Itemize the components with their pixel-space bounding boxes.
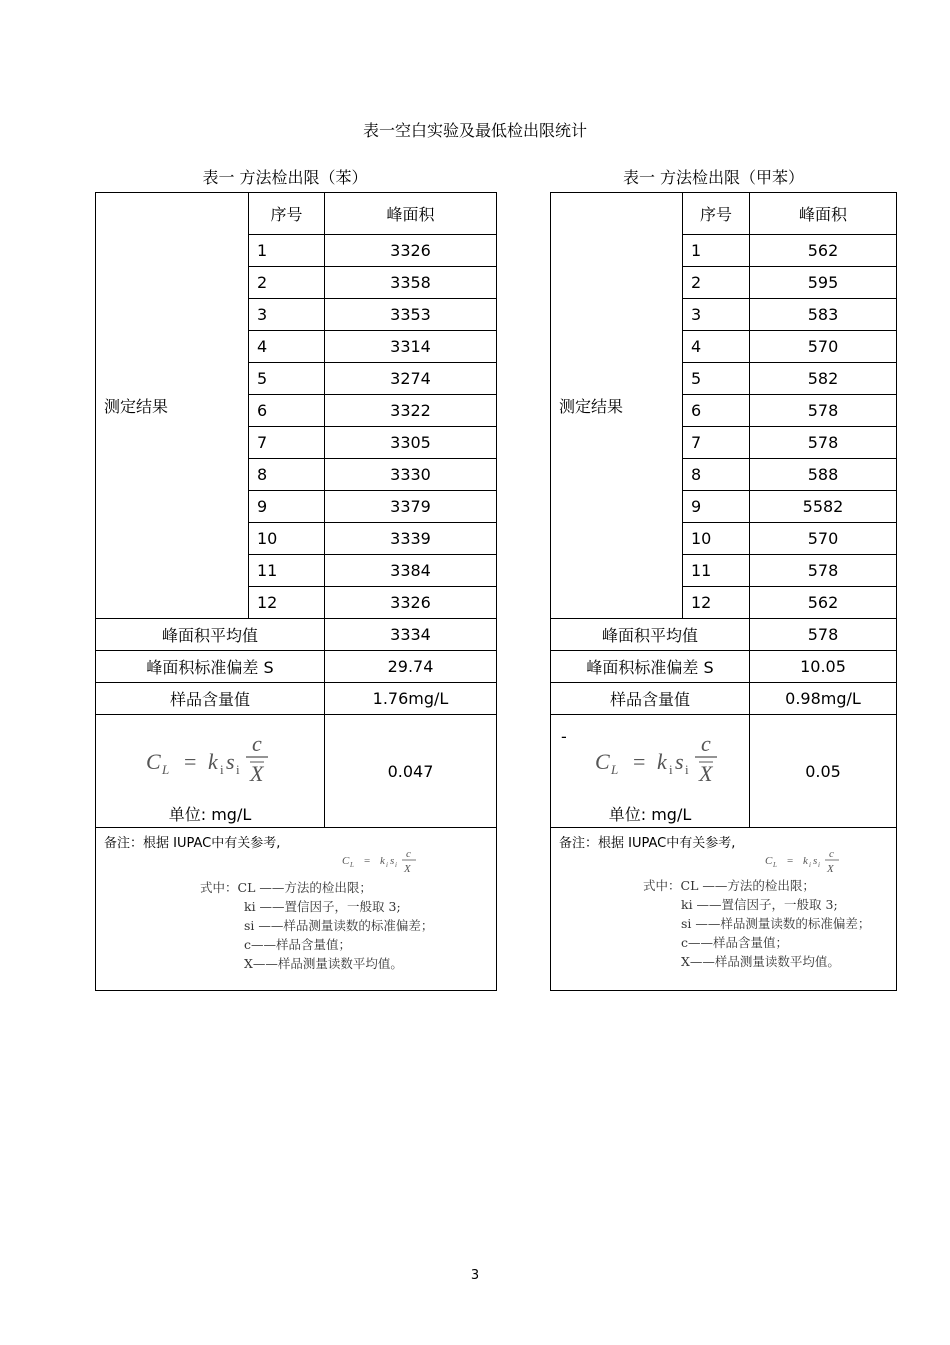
group-label: 测定结果 — [551, 193, 683, 619]
svg-text:=: = — [364, 855, 371, 867]
cl-value: 0.05 — [750, 715, 897, 828]
table-toluene — [550, 192, 897, 991]
row-value: 3384 — [325, 555, 497, 587]
row-value: 5582 — [750, 491, 897, 523]
row-index: 2 — [683, 267, 750, 299]
formula-cell — [551, 715, 750, 828]
note-line: 式中：CL ——方法的检出限； — [643, 878, 815, 893]
sd-label: 峰面积标准偏差 S — [96, 651, 325, 683]
row-index: 8 — [249, 459, 325, 491]
row-index: 2 — [249, 267, 325, 299]
svg-text:i: i — [818, 861, 820, 869]
note-line: c——样品含量值； — [244, 937, 352, 952]
table-caption-benzene: 表一 方法检出限（苯） — [202, 168, 368, 187]
note-head: 备注：根据 IUPAC中有关参考, — [559, 836, 736, 851]
svg-text:L: L — [611, 762, 619, 777]
note-lines — [643, 876, 870, 971]
row-index: 11 — [683, 555, 750, 587]
col-header-index: 序号 — [249, 193, 325, 235]
content-label: 样品含量值 — [551, 683, 750, 715]
note-line: ki ——置信因子，一般取 3; — [244, 899, 401, 914]
row-value: 3379 — [325, 491, 497, 523]
svg-text:c: c — [406, 848, 411, 860]
row-value: 562 — [750, 587, 897, 619]
svg-text:i: i — [809, 861, 811, 869]
note-line: ki ——置信因子，一般取 3; — [681, 897, 838, 912]
row-value: 3314 — [325, 331, 497, 363]
table-caption-toluene: 表一 方法检出限（甲苯） — [622, 168, 805, 187]
svg-text:i: i — [395, 861, 397, 869]
row-index: 6 — [249, 395, 325, 427]
svg-text:s: s — [675, 749, 684, 774]
svg-text:s: s — [226, 749, 235, 774]
svg-text:k: k — [803, 855, 808, 867]
row-value: 3322 — [325, 395, 497, 427]
svg-text:=: = — [184, 749, 197, 774]
note-line: X——样品测量读数平均值。 — [244, 956, 403, 971]
page-title: 表一空白实验及最低检出限统计 — [362, 121, 587, 140]
svg-text:X: X — [699, 761, 713, 786]
formula-dash: - — [561, 727, 567, 746]
row-index: 5 — [249, 363, 325, 395]
svg-text:C: C — [595, 749, 610, 774]
group-label: 测定结果 — [96, 193, 249, 619]
row-value: 570 — [750, 331, 897, 363]
row-index: 6 — [683, 395, 750, 427]
note-line: si ——样品测量读数的标准偏差； — [681, 916, 871, 931]
unit-label: 单位: mg/L — [608, 805, 692, 824]
svg-text:k: k — [657, 749, 667, 774]
row-index: 1 — [249, 235, 325, 267]
svg-text:i: i — [236, 762, 240, 777]
note-line: si ——样品测量读数的标准偏差； — [244, 918, 434, 933]
row-value: 3305 — [325, 427, 497, 459]
sd-value: 29.74 — [325, 651, 497, 683]
svg-text:i: i — [220, 762, 224, 777]
row-value: 578 — [750, 555, 897, 587]
svg-text:c: c — [701, 731, 711, 756]
unit-label: 单位: mg/L — [168, 805, 252, 824]
mean-label: 峰面积平均值 — [551, 619, 750, 651]
detection-limit-formula-icon — [140, 729, 280, 789]
svg-text:L: L — [350, 861, 354, 869]
row-value: 562 — [750, 235, 897, 267]
note-formula-icon — [340, 848, 430, 876]
svg-text:X: X — [827, 863, 834, 875]
svg-text:i: i — [669, 762, 673, 777]
row-value: 570 — [750, 523, 897, 555]
col-header-peak-area: 峰面积 — [325, 193, 497, 235]
row-value: 3326 — [325, 235, 497, 267]
row-value: 3274 — [325, 363, 497, 395]
row-index: 3 — [249, 299, 325, 331]
row-value: 582 — [750, 363, 897, 395]
row-index: 5 — [683, 363, 750, 395]
svg-text:X: X — [404, 863, 411, 875]
row-value: 3353 — [325, 299, 497, 331]
table-benzene — [95, 192, 497, 991]
note-formula-icon — [763, 848, 853, 876]
sd-label: 峰面积标准偏差 S — [551, 651, 750, 683]
svg-text:c: c — [829, 848, 834, 860]
row-index: 10 — [683, 523, 750, 555]
row-index: 4 — [683, 331, 750, 363]
row-value: 595 — [750, 267, 897, 299]
svg-text:=: = — [633, 749, 646, 774]
mean-label: 峰面积平均值 — [96, 619, 325, 651]
note-lines — [200, 878, 433, 973]
row-index: 3 — [683, 299, 750, 331]
col-header-peak-area: 峰面积 — [750, 193, 897, 235]
svg-text:i: i — [685, 762, 689, 777]
svg-text:c: c — [252, 731, 262, 756]
row-value: 3326 — [325, 587, 497, 619]
row-value: 3330 — [325, 459, 497, 491]
svg-text:C: C — [765, 855, 773, 867]
row-value: 578 — [750, 427, 897, 459]
svg-text:C: C — [342, 855, 350, 867]
detection-limit-formula-icon — [595, 729, 735, 789]
note-line: X——样品测量读数平均值。 — [681, 954, 840, 969]
row-index: 1 — [683, 235, 750, 267]
row-index: 10 — [249, 523, 325, 555]
content-value: 1.76mg/L — [325, 683, 497, 715]
mean-value: 3334 — [325, 619, 497, 651]
svg-text:k: k — [208, 749, 218, 774]
row-value: 583 — [750, 299, 897, 331]
row-index: 7 — [683, 427, 750, 459]
row-index: 4 — [249, 331, 325, 363]
content-label: 样品含量值 — [96, 683, 325, 715]
note-cell — [96, 828, 497, 991]
row-index: 12 — [683, 587, 750, 619]
row-value: 578 — [750, 395, 897, 427]
svg-text:s: s — [390, 855, 395, 867]
sd-value: 10.05 — [750, 651, 897, 683]
page-number: 3 — [470, 1268, 480, 1283]
svg-text:=: = — [787, 855, 794, 867]
row-value: 3358 — [325, 267, 497, 299]
mean-value: 578 — [750, 619, 897, 651]
row-index: 12 — [249, 587, 325, 619]
note-head: 备注：根据 IUPAC中有关参考, — [104, 836, 281, 851]
svg-text:C: C — [146, 749, 161, 774]
svg-text:i: i — [386, 861, 388, 869]
row-index: 8 — [683, 459, 750, 491]
row-index: 9 — [249, 491, 325, 523]
cl-value: 0.047 — [325, 715, 497, 828]
row-value: 3339 — [325, 523, 497, 555]
formula-cell — [96, 715, 325, 828]
svg-text:X: X — [250, 761, 264, 786]
content-value: 0.98mg/L — [750, 683, 897, 715]
note-line: 式中：CL ——方法的检出限； — [200, 880, 372, 895]
svg-text:L: L — [162, 762, 170, 777]
svg-text:L: L — [773, 861, 777, 869]
note-cell — [551, 828, 897, 991]
svg-text:s: s — [813, 855, 818, 867]
svg-text:k: k — [380, 855, 385, 867]
col-header-index: 序号 — [683, 193, 750, 235]
row-index: 11 — [249, 555, 325, 587]
note-line: c——样品含量值； — [681, 935, 789, 950]
row-index: 9 — [683, 491, 750, 523]
row-value: 588 — [750, 459, 897, 491]
row-index: 7 — [249, 427, 325, 459]
